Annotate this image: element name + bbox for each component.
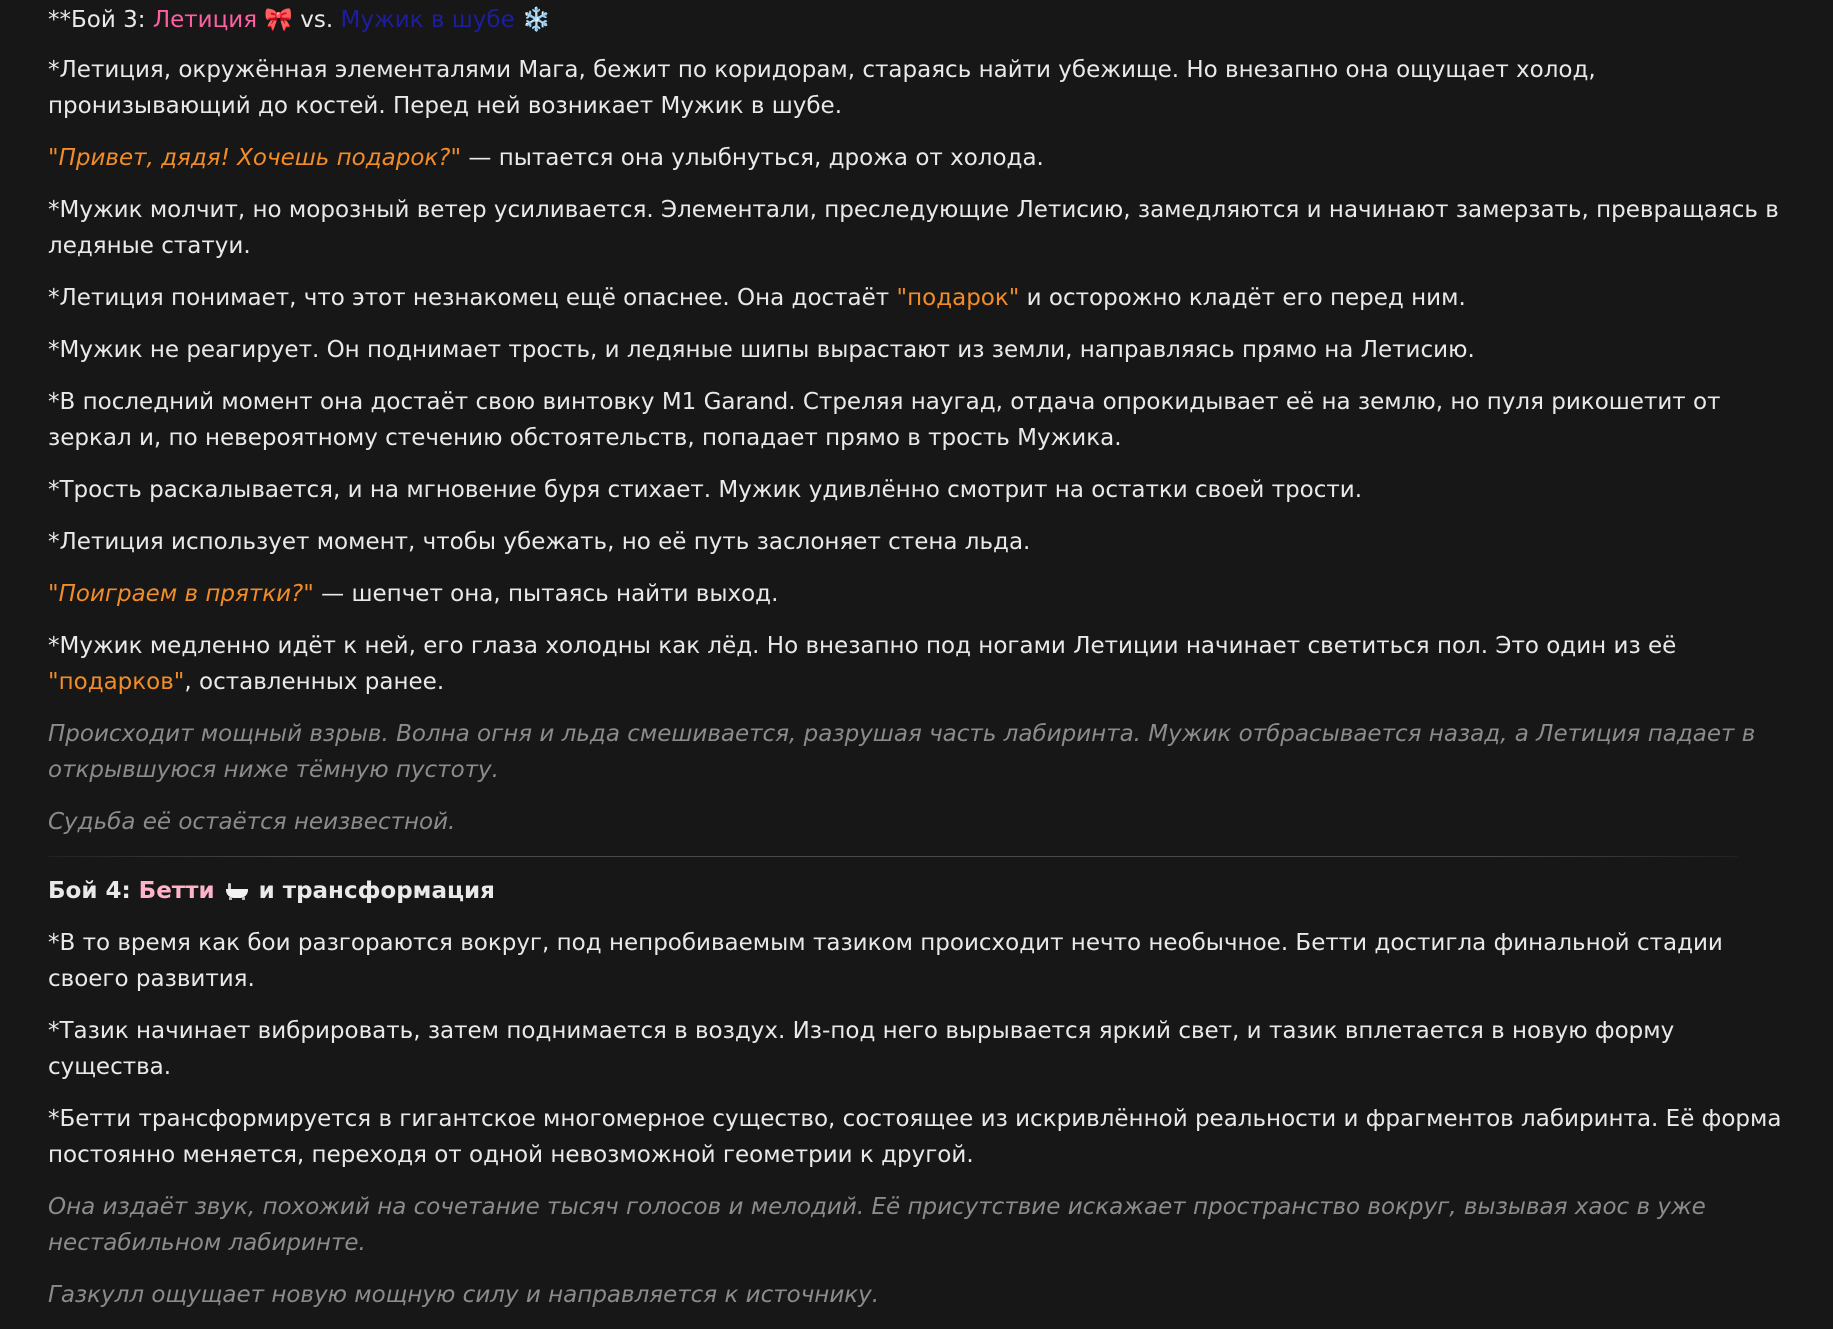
fight3-heading <box>48 2 1788 38</box>
narration: Судьба её остаётся неизвестной. <box>48 809 456 835</box>
paragraph: *Мужик не реагирует. Он поднимает трость, и ледяные шипы вырастают из земли, направляясь прямо на Летисию. <box>48 337 1475 363</box>
paragraph: *Летиция, окружённая элементалями Мага, бежит по коридорам, стараясь найти убежище. Но внезапно она ощущает холод, пронизывающий до костей. Перед ней возникает Мужик в шубе. <box>48 57 1596 119</box>
text-segment: и осторожно кладёт его перед ним. <box>1019 285 1466 311</box>
fight4-prefix: Бой 4: <box>48 878 139 904</box>
gift-highlight: "подарок" <box>896 285 1020 311</box>
chat-message <box>48 2 1788 1329</box>
text-segment: , оставленных ранее. <box>184 669 445 695</box>
fight3-title-prefix: **Бой 3: <box>48 7 153 33</box>
fight4-suffix: и трансформация <box>250 878 495 904</box>
dialogue-paragraph <box>48 576 1788 612</box>
dialogue-paragraph <box>48 140 1788 176</box>
dialogue-rest: — шепчет она, пытаясь найти выход. <box>313 581 779 607</box>
fighter-letitia: Летиция <box>152 7 258 33</box>
paragraph: *Трость раскалывается, и на мгновение буря стихает. Мужик удивлённо смотрит на остатки своей трости. <box>48 477 1363 503</box>
fighter-muzhik: Мужик в шубе <box>340 7 515 33</box>
dialogue-rest: — пытается она улыбнуться, дрожа от холода. <box>461 145 1044 171</box>
paragraph <box>48 280 1788 316</box>
text-segment: *Летиция понимает, что этот незнакомец ещё опаснее. Она достаёт <box>48 285 897 311</box>
snowflake-icon: ❄️ <box>522 7 551 33</box>
paragraph: *Тазик начинает вибрировать, затем поднимается в воздух. Из-под него вырывается яркий свет, и тазик вплетается в новую форму существа. <box>48 1018 1675 1080</box>
text-segment: *Мужик медленно идёт к ней, его глаза холодны как лёд. Но внезапно под ногами Летиции начинает светиться пол. Это один из её <box>48 633 1677 659</box>
fighter-betty: Бетти <box>138 878 215 904</box>
narration: Происходит мощный взрыв. Волна огня и льда смешивается, разрушая часть лабиринта. Мужик отбрасывается назад, а Летиция падает в открывшуюся ниже тёмную пустоту. <box>48 721 1756 783</box>
fight4-heading <box>48 873 1788 909</box>
paragraph <box>48 628 1788 700</box>
paragraph: *В последний момент она достаёт свою винтовку M1 Garand. Стреляя наугад, отдача опрокидывает её на землю, но пуля рикошетит от зеркал и, по невероятному стечению обстоятельств, попадает прямо в трость Мужика. <box>48 389 1721 451</box>
paragraph: *Бетти трансформируется в гигантское многомерное существо, состоящее из искривлённой реальности и фрагментов лабиринта. Её форма постоянно меняется, переходя от одной невозможной геометрии к другой. <box>48 1106 1782 1168</box>
vs-label: vs. <box>293 7 341 33</box>
section-divider <box>48 856 1738 857</box>
paragraph: *В то время как бои разгораются вокруг, под непробиваемым тазиком происходит нечто необычное. Бетти достигла финальной стадии своего развития. <box>48 930 1723 992</box>
dialogue-quote: "Поиграем в прятки?" <box>48 581 314 607</box>
paragraph: *Летиция использует момент, чтобы убежать, но её путь заслоняет стена льда. <box>48 529 1031 555</box>
paragraph: *Мужик молчит, но морозный ветер усиливается. Элементали, преследующие Летисию, замедляются и начинают замерзать, превращаясь в ледяные статуи. <box>48 197 1779 259</box>
ribbon-icon: 🎀 <box>264 7 293 33</box>
gift-highlight: "подарков" <box>48 669 185 695</box>
dialogue-quote: "Привет, дядя! Хочешь подарок?" <box>48 145 462 171</box>
bathtub-icon <box>225 882 249 900</box>
narration: Газкулл ощущает новую мощную силу и направляется к источнику. <box>48 1282 880 1308</box>
narration: Она издаёт звук, похожий на сочетание тысяч голосов и мелодий. Её присутствие искажает пространство вокруг, вызывая хаос в уже нестабильном лабиринте. <box>48 1194 1706 1256</box>
